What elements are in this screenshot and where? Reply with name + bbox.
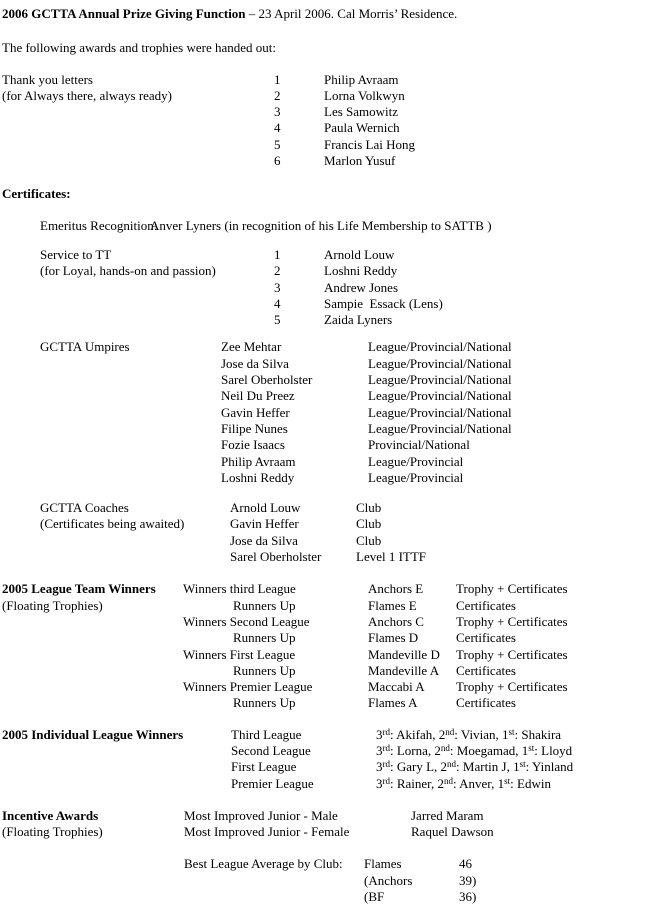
- individual-result: 3rd: Lorna, 2nd: Moegamad, 1st: Lloyd: [376, 742, 573, 758]
- umpire-name: Philip Avraam: [221, 453, 296, 469]
- umpire-level: League/Provincial: [368, 469, 464, 485]
- recipient-name: Francis Lai Hong: [324, 136, 415, 152]
- winner-category: Winners third League: [183, 581, 296, 597]
- section-thank-you-letters: [2, 72, 645, 170]
- team-winners-sublabel: (Floating Trophies): [2, 597, 103, 613]
- recipient-number: 6: [274, 153, 281, 169]
- recipient-number: 5: [274, 136, 281, 152]
- table-row: [2, 679, 645, 695]
- certificates-heading-text: Certificates:: [2, 186, 71, 202]
- winner-category: Runners Up: [233, 630, 296, 646]
- page-title-bold: 2006 GCTTA Annual Prize Giving Function: [2, 6, 246, 21]
- table-row: [2, 137, 645, 153]
- incentive-category: Most Improved Junior - Male: [184, 807, 338, 823]
- table-row: [2, 120, 645, 136]
- winner-category: Runners Up: [233, 662, 296, 678]
- recipient-name: Zaida Lyners: [324, 312, 393, 328]
- individual-winners-label: 2005 Individual League Winners: [2, 726, 184, 742]
- page-title-rest: – 23 April 2006. Cal Morris’ Residence.: [245, 6, 458, 21]
- table-row: [2, 776, 645, 792]
- table-row: [2, 88, 645, 104]
- umpire-name: Fozie Isaacs: [221, 437, 285, 453]
- winner-award: Trophy + Certificates: [456, 646, 568, 662]
- emeritus-text: Anver Lyners (in recognition of his Life Membership to SATTB ): [150, 217, 492, 233]
- coach-level: Club: [356, 500, 382, 516]
- incentive-label: Incentive Awards: [2, 807, 99, 823]
- umpire-name: Filipe Nunes: [221, 420, 288, 436]
- table-row: [2, 516, 645, 532]
- table-row: [2, 104, 645, 120]
- winner-team: Flames E: [368, 597, 417, 613]
- recipient-number: 4: [274, 120, 281, 136]
- club-score: 39): [459, 872, 477, 888]
- club-name: Flames: [364, 856, 402, 872]
- best-average-label: Best League Average by Club:: [184, 856, 343, 872]
- table-row: [2, 549, 645, 565]
- table-row: [2, 405, 645, 421]
- winner-team: Mandeville A: [368, 662, 440, 678]
- individual-league: First League: [231, 759, 297, 775]
- individual-result: 3rd: Akifah, 2nd: Vivian, 1st: Shakira: [376, 726, 562, 742]
- umpire-name: Zee Mehtar: [221, 339, 282, 355]
- recipient-number: 1: [274, 71, 281, 87]
- winner-award: Certificates: [456, 662, 516, 678]
- coach-name: Gavin Heffer: [230, 516, 299, 532]
- table-row: [2, 759, 645, 775]
- recipient-name: Marlon Yusuf: [324, 153, 396, 169]
- table-row: [2, 470, 645, 486]
- table-row: [2, 581, 645, 597]
- service-label: Service to TT: [40, 246, 112, 262]
- thank-you-label: Thank you letters: [2, 71, 93, 87]
- emeritus-line: [2, 218, 645, 234]
- table-row: [2, 263, 645, 279]
- recipient-name: Andrew Jones: [324, 279, 399, 295]
- winner-team: Flames D: [368, 630, 419, 646]
- incentive-category: Most Improved Junior - Female: [184, 824, 350, 840]
- table-row: [2, 873, 645, 889]
- section-service-to-tt: [2, 247, 645, 328]
- coach-name: Sarel Oberholster: [230, 549, 322, 565]
- table-row: [2, 824, 645, 840]
- recipient-name: Sampie Essack (Lens): [324, 295, 443, 311]
- winner-team: Anchors E: [368, 581, 424, 597]
- individual-league: Second League: [231, 742, 311, 758]
- table-row: [2, 808, 645, 824]
- recipient-number: 3: [274, 104, 281, 120]
- winner-award: Trophy + Certificates: [456, 581, 568, 597]
- winner-team: Anchors C: [368, 613, 424, 629]
- recipient-number: 2: [274, 263, 281, 279]
- individual-result: 3rd: Rainer, 2nd: Anver, 1st: Edwin: [376, 775, 551, 791]
- section-umpires: [2, 339, 645, 486]
- table-row: [2, 856, 645, 872]
- umpire-level: League/Provincial/National: [368, 420, 512, 436]
- recipient-number: 1: [274, 246, 281, 262]
- winner-award: Certificates: [456, 597, 516, 613]
- table-row: [2, 500, 645, 516]
- table-row: [2, 247, 645, 263]
- section-best-average: [2, 856, 645, 905]
- winner-team: Mandeville D: [368, 646, 440, 662]
- incentive-winner: Jarred Maram: [411, 807, 484, 823]
- table-row: [2, 280, 645, 296]
- incentive-winner: Raquel Dawson: [411, 824, 494, 840]
- winner-award: Trophy + Certificates: [456, 679, 568, 695]
- coach-level: Club: [356, 516, 382, 532]
- winner-category: Runners Up: [233, 695, 296, 711]
- recipient-name: Paula Wernich: [324, 120, 400, 136]
- recipient-name: Lorna Volkwyn: [324, 87, 405, 103]
- section-team-winners: [2, 581, 645, 711]
- recipient-number: 2: [274, 87, 281, 103]
- section-coaches: [2, 500, 645, 565]
- umpire-level: Provincial/National: [368, 437, 470, 453]
- table-row: [2, 743, 645, 759]
- table-row: [2, 372, 645, 388]
- umpires-label: GCTTA Umpires: [40, 339, 130, 355]
- winner-category: Winners First League: [183, 646, 296, 662]
- individual-league: Third League: [231, 726, 302, 742]
- club-score: 36): [459, 889, 477, 905]
- individual-result: 3rd: Gary L, 2nd: Martin J, 1st: Yinland: [376, 759, 574, 775]
- thank-you-sublabel: (for Always there, always ready): [2, 87, 173, 103]
- club-name: (Anchors: [364, 872, 413, 888]
- table-row: [2, 388, 645, 404]
- table-row: [2, 647, 645, 663]
- recipient-name: Les Samowitz: [324, 104, 399, 120]
- table-row: [2, 153, 645, 169]
- table-row: [2, 889, 645, 905]
- umpire-level: League/Provincial/National: [368, 355, 512, 371]
- table-row: [2, 296, 645, 312]
- table-row: [2, 72, 645, 88]
- table-row: [2, 614, 645, 630]
- winner-award: Certificates: [456, 630, 516, 646]
- table-row: [2, 454, 645, 470]
- umpire-level: League/Provincial/National: [368, 372, 512, 388]
- recipient-name: Loshni Reddy: [324, 263, 398, 279]
- intro-text: The following awards and trophies were handed out:: [2, 40, 277, 56]
- umpire-level: League/Provincial/National: [368, 339, 512, 355]
- table-row: [2, 356, 645, 372]
- emeritus-label: Emeritus Recognition:: [40, 217, 158, 233]
- table-row: [2, 630, 645, 646]
- table-row: [2, 727, 645, 743]
- table-row: [2, 312, 645, 328]
- section-incentive-awards: [2, 808, 645, 841]
- umpire-name: Loshni Reddy: [221, 469, 295, 485]
- coach-level: Level 1 ITTF: [356, 549, 427, 565]
- service-sublabel: (for Loyal, hands-on and passion): [40, 263, 216, 279]
- umpire-level: League/Provincial/National: [368, 404, 512, 420]
- individual-league: Premier League: [231, 775, 314, 791]
- table-row: [2, 598, 645, 614]
- coach-name: Jose da Silva: [230, 532, 298, 548]
- umpire-name: Gavin Heffer: [221, 404, 290, 420]
- coaches-sublabel: (Certificates being awaited): [40, 516, 185, 532]
- table-row: [2, 421, 645, 437]
- umpire-name: Jose da Silva: [221, 355, 289, 371]
- winner-team: Flames A: [368, 695, 418, 711]
- recipient-number: 5: [274, 312, 281, 328]
- winner-team: Maccabi A: [368, 679, 425, 695]
- winner-award: Certificates: [456, 695, 516, 711]
- winner-category: Runners Up: [233, 597, 296, 613]
- certificates-heading: [2, 186, 645, 202]
- coach-level: Club: [356, 532, 382, 548]
- umpire-name: Sarel Oberholster: [221, 372, 313, 388]
- section-individual-winners: [2, 727, 645, 792]
- coach-name: Arnold Louw: [230, 500, 301, 516]
- team-winners-label: 2005 League Team Winners: [2, 581, 156, 597]
- winner-category: Winners Premier League: [183, 679, 313, 695]
- club-name: (BF: [364, 889, 385, 905]
- winner-category: Winners Second League: [183, 613, 310, 629]
- umpire-level: League/Provincial/National: [368, 388, 512, 404]
- table-row: [2, 695, 645, 711]
- coaches-label: GCTTA Coaches: [40, 500, 129, 516]
- table-row: [2, 339, 645, 355]
- page-title: [2, 6, 645, 22]
- table-row: [2, 663, 645, 679]
- recipient-name: Philip Avraam: [324, 71, 399, 87]
- incentive-sublabel: (Floating Trophies): [2, 824, 103, 840]
- winner-award: Trophy + Certificates: [456, 613, 568, 629]
- club-score: 46: [459, 856, 472, 872]
- table-row: [2, 437, 645, 453]
- recipient-number: 4: [274, 295, 281, 311]
- intro-line: [2, 40, 645, 56]
- umpire-level: League/Provincial: [368, 453, 464, 469]
- table-row: [2, 533, 645, 549]
- recipient-number: 3: [274, 279, 281, 295]
- umpire-name: Neil Du Preez: [221, 388, 295, 404]
- recipient-name: Arnold Louw: [324, 246, 395, 262]
